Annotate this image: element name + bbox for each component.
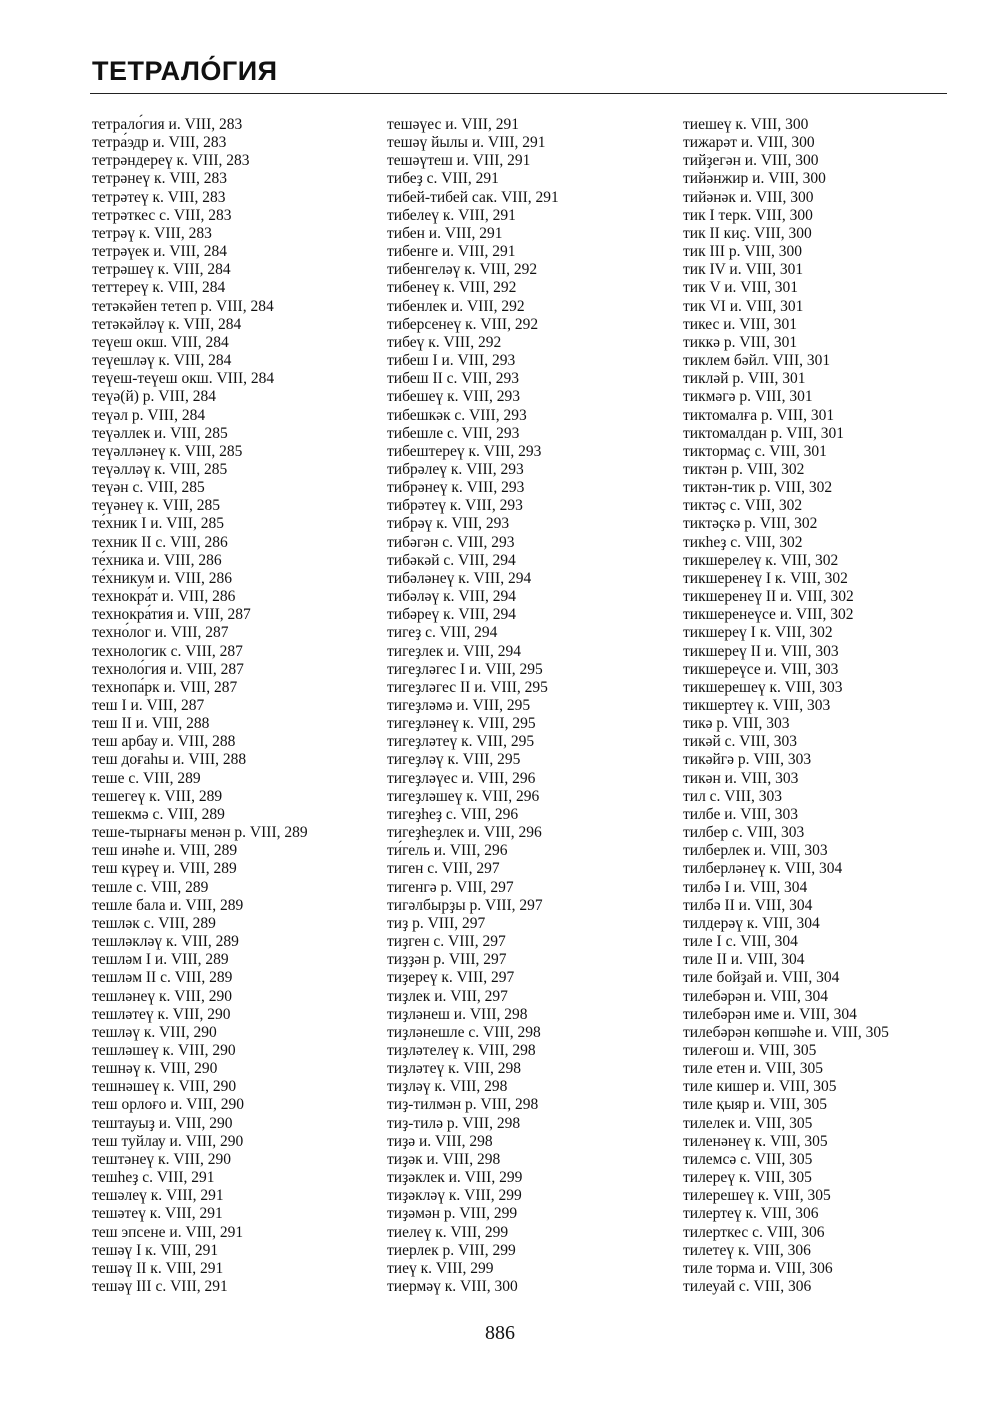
index-entry: тик IV и. VIII, 301 <box>683 261 804 279</box>
index-entry: тетра́эдр и. VIII, 283 <box>92 134 227 152</box>
index-entry: тилелек и. VIII, 305 <box>683 1114 813 1132</box>
index-entry: тетәкәйләү к. VIII, 284 <box>92 315 242 333</box>
index-entry: тилбер с. VIII, 303 <box>683 824 805 842</box>
index-entry: тиҙләнеш и. VIII, 298 <box>387 1005 528 1023</box>
index-entry: тештәнеү к. VIII, 290 <box>92 1150 232 1168</box>
index-entry: тешәтеү к. VIII, 291 <box>92 1205 223 1223</box>
index-entry: теүәлләү к. VIII, 285 <box>92 460 228 478</box>
index-entry: тилереү к. VIII, 305 <box>683 1169 812 1187</box>
index-entry: тиктомалдан р. VIII, 301 <box>683 424 844 442</box>
index-entry: те́хникум и. VIII, 286 <box>92 569 233 587</box>
index-entry: тибешле с. VIII, 293 <box>387 424 520 442</box>
index-entry: тиҙ-тилә р. VIII, 298 <box>387 1114 521 1132</box>
index-entry: тибеш I и. VIII, 293 <box>387 352 516 370</box>
index-entry: тетрәткес с. VIII, 283 <box>92 206 232 224</box>
index-entry: тешһеҙ с. VIII, 291 <box>92 1169 215 1187</box>
index-entry: те́хника и. VIII, 286 <box>92 551 222 569</box>
index-entry: тигенгә р. VIII, 297 <box>387 878 514 896</box>
index-entry: тикес и. VIII, 301 <box>683 315 797 333</box>
index-entry: техно́лог и. VIII, 287 <box>92 624 229 642</box>
index-entry: тиле етен и. VIII, 305 <box>683 1060 823 1078</box>
index-entry: тибәләнеү к. VIII, 294 <box>387 569 532 587</box>
index-entry: тиҙләтелеү к. VIII, 298 <box>387 1041 536 1059</box>
index-entry: тикә р. VIII, 303 <box>683 715 790 733</box>
index-entry: тешләшеү к. VIII, 290 <box>92 1041 236 1059</box>
index-entry: тешәү III с. VIII, 291 <box>92 1278 228 1295</box>
index-entry: тил с. VIII, 303 <box>683 787 782 805</box>
index-entry: тикәйгә р. VIII, 303 <box>683 751 812 769</box>
index-entry: тилетеү к. VIII, 306 <box>683 1241 811 1259</box>
index-entry: тилберләнеү к. VIII, 304 <box>683 860 843 878</box>
index-entry: теүәллек и. VIII, 285 <box>92 424 228 442</box>
index-entry: тиктәҫ с. VIII, 302 <box>683 497 803 515</box>
index-entry: тилебәрән көпшәһе и. VIII, 305 <box>683 1023 889 1041</box>
index-entry: теше с. VIII, 289 <box>92 769 201 787</box>
index-entry: теүәл р. VIII, 284 <box>92 406 206 424</box>
index-entry: тиҙәклек и. VIII, 299 <box>387 1169 523 1187</box>
index-entry: тигеҙләшеү к. VIII, 296 <box>387 787 540 805</box>
index-entry: тибен и. VIII, 291 <box>387 224 503 242</box>
index-entry: тешнәшеү к. VIII, 290 <box>92 1078 237 1096</box>
index-entry: тигеҙләү к. VIII, 295 <box>387 751 521 769</box>
index-entry: тиелеү к. VIII, 299 <box>387 1223 509 1241</box>
index-entry: тибрәнеү к. VIII, 293 <box>387 479 525 497</box>
index-entry: тибешкәк с. VIII, 293 <box>387 406 527 424</box>
index-entry: тешәү II к. VIII, 291 <box>92 1259 224 1277</box>
index-entry: тешләү к. VIII, 290 <box>92 1023 217 1041</box>
index-entry: тигеҙләүес и. VIII, 296 <box>387 769 536 787</box>
index-entry: тикһеҙ с. VIII, 302 <box>683 533 803 551</box>
index-column-2 <box>387 116 559 1296</box>
page-number: 886 <box>485 1322 515 1344</box>
index-entry: теш доғаһы и. VIII, 288 <box>92 751 247 769</box>
index-entry: тиктормаҫ с. VIII, 301 <box>683 442 827 460</box>
index-entry: тигәлбырҙы р. VIII, 297 <box>387 896 543 914</box>
index-entry: тийәнжир и. VIII, 300 <box>683 170 826 188</box>
index-entry: тиермәү к. VIII, 300 <box>387 1278 518 1295</box>
index-entry: тилебәрән и. VIII, 304 <box>683 987 828 1005</box>
index-entry: тилбә II и. VIII, 304 <box>683 896 813 914</box>
index-entry: те́хник I и. VIII, 285 <box>92 515 224 533</box>
index-entry: тийәнәк и. VIII, 300 <box>683 188 814 206</box>
index-entry: тилеуай с. VIII, 306 <box>683 1278 812 1295</box>
index-entry: тибенеү к. VIII, 292 <box>387 279 517 297</box>
header-rule <box>90 93 947 94</box>
index-entry: тигеҙ с. VIII, 294 <box>387 624 498 642</box>
index-entry: тешләтеү к. VIII, 290 <box>92 1005 231 1023</box>
index-entry: тетрәндерeү к. VIII, 283 <box>92 152 250 170</box>
index-entry: тилберлек и. VIII, 303 <box>683 842 828 860</box>
index-entry: технологик с. VIII, 287 <box>92 642 243 660</box>
index-entry: теүәлләнеү к. VIII, 285 <box>92 442 243 460</box>
index-entry: теүә(й) р. VIII, 284 <box>92 388 216 406</box>
index-entry: тешләнеү к. VIII, 290 <box>92 987 232 1005</box>
index-entry: тетрәү к. VIII, 283 <box>92 224 212 242</box>
index-entry: тиҙләү к. VIII, 298 <box>387 1078 508 1096</box>
index-entry: тилерткес с. VIII, 306 <box>683 1223 825 1241</box>
index-entry: теше-тырнағы менән р. VIII, 289 <box>92 824 308 842</box>
index-entry: тиҙәк и. VIII, 298 <box>387 1150 501 1168</box>
index-entry: тетрәтеү к. VIII, 283 <box>92 188 226 206</box>
index-entry: тикшертеү к. VIII, 303 <box>683 697 831 714</box>
index-entry: тикмәгә р. VIII, 301 <box>683 388 813 406</box>
index-entry: тешәү йылы и. VIII, 291 <box>387 134 546 152</box>
index-entry: тиҙләнешле с. VIII, 298 <box>387 1023 541 1041</box>
index-entry: тиле қыяр и. VIII, 305 <box>683 1096 827 1114</box>
index-entry: тиҙлек и. VIII, 297 <box>387 987 508 1005</box>
index-entry: тетрәнеү к. VIII, 283 <box>92 170 228 188</box>
index-entry: тиеү к. VIII, 299 <box>387 1259 494 1277</box>
index-entry: тик III р. VIII, 300 <box>683 243 803 261</box>
index-entry: тик II киҫ. VIII, 300 <box>683 224 812 242</box>
index-entry: тешле с. VIII, 289 <box>92 878 209 896</box>
index-entry: технопа́рк и. VIII, 287 <box>92 678 238 696</box>
index-entry: теш туйлау и. VIII, 290 <box>92 1132 244 1150</box>
index-entry: тибенлек и. VIII, 292 <box>387 297 525 315</box>
index-entry: тиленәнеү к. VIII, 305 <box>683 1132 828 1150</box>
index-column-1 <box>92 116 308 1296</box>
index-entry: тибенгеләү к. VIII, 292 <box>387 261 538 279</box>
index-entry: ти́гель и. VIII, 296 <box>387 842 508 860</box>
index-entry: тибеү к. VIII, 292 <box>387 333 502 351</box>
index-entry: тигеҙләмә и. VIII, 295 <box>387 697 531 714</box>
index-entry: тибәкәй с. VIII, 294 <box>387 551 516 569</box>
index-entry: технокра́тия и. VIII, 287 <box>92 606 251 624</box>
index-entry: тиҙә и. VIII, 298 <box>387 1132 493 1150</box>
index-entry: тибей-тибей сак. VIII, 291 <box>387 188 559 206</box>
index-entry: теүешләү к. VIII, 284 <box>92 352 232 370</box>
index-entry: тешекмә с. VIII, 289 <box>92 805 225 823</box>
index-entry: тешәлеү к. VIII, 291 <box>92 1187 224 1205</box>
index-entry: тилбе и. VIII, 303 <box>683 805 798 823</box>
index-entry: тибрәү к. VIII, 293 <box>387 515 510 533</box>
index-entry: тик I терк. VIII, 300 <box>683 206 813 224</box>
index-entry: теш инәһе и. VIII, 289 <box>92 842 238 860</box>
index-entry: теш II и. VIII, 288 <box>92 715 210 733</box>
index-entry: тикшереү II и. VIII, 303 <box>683 642 839 660</box>
index-entry: тижарәт и. VIII, 300 <box>683 134 815 152</box>
index-entry: тетрәшеү к. VIII, 284 <box>92 261 231 279</box>
index-entry: тик V и. VIII, 301 <box>683 279 798 297</box>
index-entry: тешләм II с. VIII, 289 <box>92 969 233 987</box>
index-entry: тибеш II с. VIII, 293 <box>387 370 519 388</box>
index-entry: тикшеренеүсе и. VIII, 302 <box>683 606 854 624</box>
index-entry: тетәкәйен тетеп р. VIII, 284 <box>92 297 274 315</box>
index-entry: тиҙәкләү к. VIII, 299 <box>387 1187 522 1205</box>
index-entry: тетрәүек и. VIII, 284 <box>92 243 228 261</box>
index-entry: тигеҙһеҙлек и. VIII, 296 <box>387 824 542 842</box>
index-entry: тикшереү I к. VIII, 302 <box>683 624 833 642</box>
index-entry: тетрало́гия и. VIII, 283 <box>92 116 243 133</box>
index-entry: тигеҙләгес II и. VIII, 295 <box>387 678 548 696</box>
index-entry: тигеҙләгес I и. VIII, 295 <box>387 660 543 678</box>
index-entry: тиктән р. VIII, 302 <box>683 460 805 478</box>
index-entry: тилбә I и. VIII, 304 <box>683 878 808 896</box>
index-entry: тилеғош и. VIII, 305 <box>683 1041 817 1059</box>
index-entry: тиерлек р. VIII, 299 <box>387 1241 516 1259</box>
index-entry: тиешеү к. VIII, 300 <box>683 116 809 133</box>
index-entry: тиҙ-тилмән р. VIII, 298 <box>387 1096 539 1114</box>
index-entry: тиклем бәйл. VIII, 301 <box>683 352 831 370</box>
index-entry: тилдерәү к. VIII, 304 <box>683 914 820 932</box>
index-entry: тешләк с. VIII, 289 <box>92 914 216 932</box>
index-entry: теүәнеү к. VIII, 285 <box>92 497 221 515</box>
index-entry: тикшеренеү I к. VIII, 302 <box>683 569 848 587</box>
index-entry: тигеҙлек и. VIII, 294 <box>387 642 521 660</box>
index-entry: тилерешеү к. VIII, 305 <box>683 1187 831 1205</box>
index-entry: тибрәтеү к. VIII, 293 <box>387 497 523 515</box>
index-entry: тибеҙ с. VIII, 291 <box>387 170 499 188</box>
index-entry: тешләкләү к. VIII, 289 <box>92 933 239 951</box>
index-entry: тешләм I и. VIII, 289 <box>92 951 229 969</box>
index-entry: тиҙләтеү к. VIII, 298 <box>387 1060 522 1078</box>
index-entry: тешәүтеш и. VIII, 291 <box>387 152 531 170</box>
index-entry: теш I и. VIII, 287 <box>92 697 205 714</box>
index-entry: тиккә р. VIII, 301 <box>683 333 798 351</box>
index-entry: тибрәлеү к. VIII, 293 <box>387 460 524 478</box>
index-entry: тибәреү к. VIII, 294 <box>387 606 517 624</box>
index-entry: тешле бала и. VIII, 289 <box>92 896 244 914</box>
index-entry: тилебәрән име и. VIII, 304 <box>683 1005 857 1023</box>
index-entry: техноло́гия и. VIII, 287 <box>92 660 244 678</box>
index-entry: тиҙген с. VIII, 297 <box>387 933 506 951</box>
index-entry: тигеҙһеҙ с. VIII, 296 <box>387 805 519 823</box>
index-entry: тикшерелеү к. VIII, 302 <box>683 551 839 569</box>
index-entry: тикшереүсе и. VIII, 303 <box>683 660 839 678</box>
index-entry: тешнәү к. VIII, 290 <box>92 1060 218 1078</box>
index-entry: тигеҙләтеү к. VIII, 295 <box>387 733 535 751</box>
index-entry: тиҙереү к. VIII, 297 <box>387 969 515 987</box>
index-entry: тибәгән с. VIII, 293 <box>387 533 515 551</box>
index-entry: тиле II и. VIII, 304 <box>683 951 805 969</box>
index-entry: тиктомалға р. VIII, 301 <box>683 406 835 424</box>
index-entry: теш орлоғо и. VIII, 290 <box>92 1096 244 1114</box>
index-entry: тибәләү к. VIII, 294 <box>387 588 517 606</box>
index-entry: тиктәҫкә р. VIII, 302 <box>683 515 818 533</box>
index-entry: тешәүес и. VIII, 291 <box>387 116 519 133</box>
index-entry: тештауыҙ и. VIII, 290 <box>92 1114 233 1132</box>
index-entry: техник II с. VIII, 286 <box>92 533 228 551</box>
index-entry: тилемсә с. VIII, 305 <box>683 1150 813 1168</box>
index-entry: тийҙегән и. VIII, 300 <box>683 152 819 170</box>
index-entry: тиле бойҙай и. VIII, 304 <box>683 969 840 987</box>
index-entry: тилертеү к. VIII, 306 <box>683 1205 819 1223</box>
index-entry: тигеҙләнеү к. VIII, 295 <box>387 715 536 733</box>
index-entry: тиген с. VIII, 297 <box>387 860 500 878</box>
index-entry: тиле кишер и. VIII, 305 <box>683 1078 837 1096</box>
index-column-3 <box>683 116 889 1296</box>
index-entry: тиберсенеү к. VIII, 292 <box>387 315 539 333</box>
index-entry: теүеш-теүеш окш. VIII, 284 <box>92 370 275 388</box>
index-entry: тикшеренеү II и. VIII, 302 <box>683 588 854 606</box>
index-entry: теш арбау и. VIII, 288 <box>92 733 236 751</box>
index-entry: тиҙәмән р. VIII, 299 <box>387 1205 518 1223</box>
index-entry: тикшерешеү к. VIII, 303 <box>683 678 843 696</box>
index-entry: тикләй р. VIII, 301 <box>683 370 806 388</box>
index-entry: тибелеү к. VIII, 291 <box>387 206 516 224</box>
index-entry: тешегеү к. VIII, 289 <box>92 787 223 805</box>
index-entry: тикән и. VIII, 303 <box>683 769 799 787</box>
index-entry: теүән с. VIII, 285 <box>92 479 205 497</box>
index-entry: тикәй с. VIII, 303 <box>683 733 797 751</box>
index-entry: тиҙ р. VIII, 297 <box>387 914 486 932</box>
index-entry: технокра́т и. VIII, 286 <box>92 588 236 606</box>
index-entry: тиле I с. VIII, 304 <box>683 933 798 951</box>
index-entry: тешәү I к. VIII, 291 <box>92 1241 219 1259</box>
index-entry: теш эпсене и. VIII, 291 <box>92 1223 244 1241</box>
index-entry: теүеш окш. VIII, 284 <box>92 333 229 351</box>
running-head: ТЕТРАЛО́ГИЯ <box>92 56 278 86</box>
index-entry: тибештереү к. VIII, 293 <box>387 442 542 460</box>
index-entry: тиле торма и. VIII, 306 <box>683 1259 833 1277</box>
index-entry: тибешеү к. VIII, 293 <box>387 388 521 406</box>
index-entry: тибенге и. VIII, 291 <box>387 243 516 261</box>
index-entry: тиҙҙән р. VIII, 297 <box>387 951 507 969</box>
index-entry: тик VI и. VIII, 301 <box>683 297 804 315</box>
index-entry: тиктән-тик р. VIII, 302 <box>683 479 833 497</box>
index-entry: теш күреү и. VIII, 289 <box>92 860 237 878</box>
index-entry: теттереү к. VIII, 284 <box>92 279 226 297</box>
